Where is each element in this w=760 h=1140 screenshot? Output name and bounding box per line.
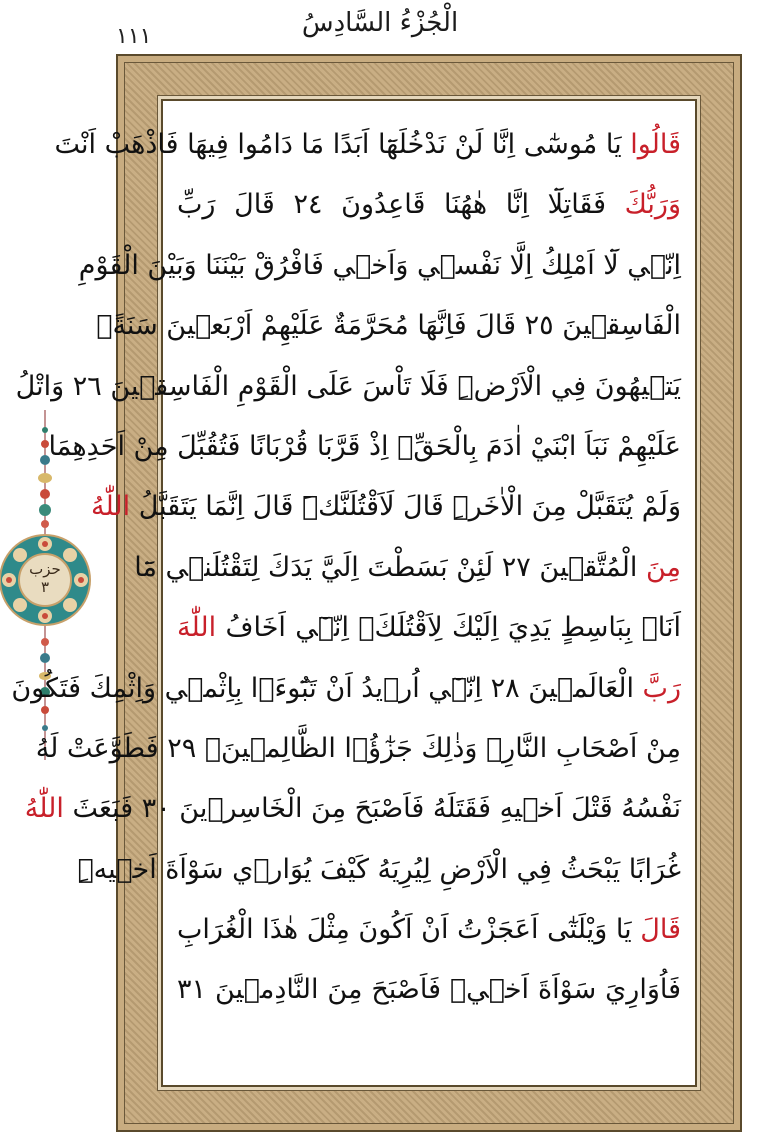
red-word: مِنَ (645, 551, 681, 583)
verse-line: عَلَيْهِمْ نَبَاَ ابْنَيْ اٰدَمَ بِالْحَقِّۢ اِذْ قَرَّبَا قُرْبَانًا فَتُقُبِّلَ مِنْ اَحَدِهِمَا (48, 430, 681, 462)
verse-line (177, 900, 681, 960)
verse-line (24, 779, 681, 839)
verse-text: اَنَا۬ بِبَاسِطٍ يَدِيَ اِلَيْكَ لِاَقْتُلَكَۚ اِنّ۪ٓي اَخَافُ (216, 612, 681, 644)
red-word: اللّٰهُ (90, 491, 131, 523)
verse-text: فَقَاتِلَٓا اِنَّا هٰهُنَا قَاعِدُونَ ٢٤ قَالَ رَبِّ (177, 189, 625, 221)
verse-line: الْفَاسِق۪ينَ ٢٥ قَالَ فَاِنَّهَا مُحَرَّمَةٌ عَلَيْهِمْ اَرْبَع۪ينَ سَنَةًۚ (96, 310, 681, 342)
verse-text: وَلَمْ يُتَقَبَّلْ مِنَ الْاٰخَرِۜ قَالَ لَاَقْتُلَنَّكَۜ قَالَ اِنَّمَا يَتَقَبَّلُ (130, 491, 681, 523)
verse-line (11, 659, 681, 719)
verse-line (54, 115, 681, 175)
red-word: رَبَّ (642, 672, 681, 704)
verse-text: نَفْسُهُ قَتْلَ اَخ۪يهِ فَقَتَلَهُ فَاَصْبَحَ مِنَ الْخَاسِر۪ينَ ٣٠ فَبَعَثَ (63, 793, 681, 825)
verse-line: فَاُوَارِيَ سَوْاَةَ اَخ۪يۚ فَاَصْبَحَ مِنَ النَّادِم۪ينَ ٣١ (177, 974, 681, 1006)
red-word: اللّٰهَ (177, 612, 217, 644)
verse-line: مِنْ اَصْحَابِ النَّارِۚ وَذٰلِكَ جَزٰٓؤُ۬ا الظَّالِم۪ينَۚ ٢٩ فَطَوَّعَتْ لَهُ (35, 732, 681, 764)
verse-line (177, 175, 681, 235)
verse-text: الْعَالَم۪ينَ ٢٨ اِنّ۪ٓي اُر۪يدُ اَنْ تَبُٓوءَ۬ا بِاِثْم۪ي وَاِثْمِكَ فَتَكُونَ (11, 672, 643, 704)
verse-line (134, 538, 681, 598)
red-word: وَرَبُّكَ (624, 189, 681, 221)
verse-text: يَا مُوسٰٓى اِنَّا لَنْ نَدْخُلَهَٓا اَبَدًا مَا دَامُوا فِيهَا فَاذْهَبْ اَنْتَ (54, 129, 631, 160)
juz-title: الْجُزْءُ السَّادِسُ (301, 8, 459, 38)
verse-line (90, 477, 681, 537)
hizb-number: ٣ (40, 578, 50, 596)
verse-line: يَت۪يهُونَ فِي الْاَرْضِۜ فَلَا تَاْسَ عَلَى الْقَوْمِ الْفَاسِق۪ينَ ٢٦ وَاتْلُ (15, 370, 681, 402)
red-word: قَالُوا (630, 129, 681, 160)
hizb-label: حزب (29, 560, 61, 578)
verse-text: الْمُتَّق۪ينَ ٢٧ لَئِنْ بَسَطْتَ اِلَيَّ يَدَكَ لِتَقْتُلَن۪ي مَٓا (134, 551, 646, 583)
red-word: قَالَ (640, 914, 681, 946)
verse-line: اِنّ۪ي لَٓا اَمْلِكُ اِلَّا نَفْس۪ي وَاَخ۪ي فَافْرُقْ بَيْنَنَا وَبَيْنَ الْقَوْمِ (78, 249, 681, 281)
red-word: اللّٰهُ (24, 793, 64, 825)
page-number: ١١١ (116, 24, 152, 49)
verse-line (177, 598, 681, 658)
verse-text: يَا وَيْلَتٰٓى اَعَجَزْتُ اَنْ اَكُونَ مِثْلَ هٰذَا الْغُرَابِ (177, 914, 641, 946)
verse-line: غُرَابًا يَبْحَثُ فِي الْاَرْضِ لِيُرِيَهُ كَيْفَ يُوَار۪ي سَوْاَةَ اَخ۪يهِۜ (77, 853, 681, 885)
